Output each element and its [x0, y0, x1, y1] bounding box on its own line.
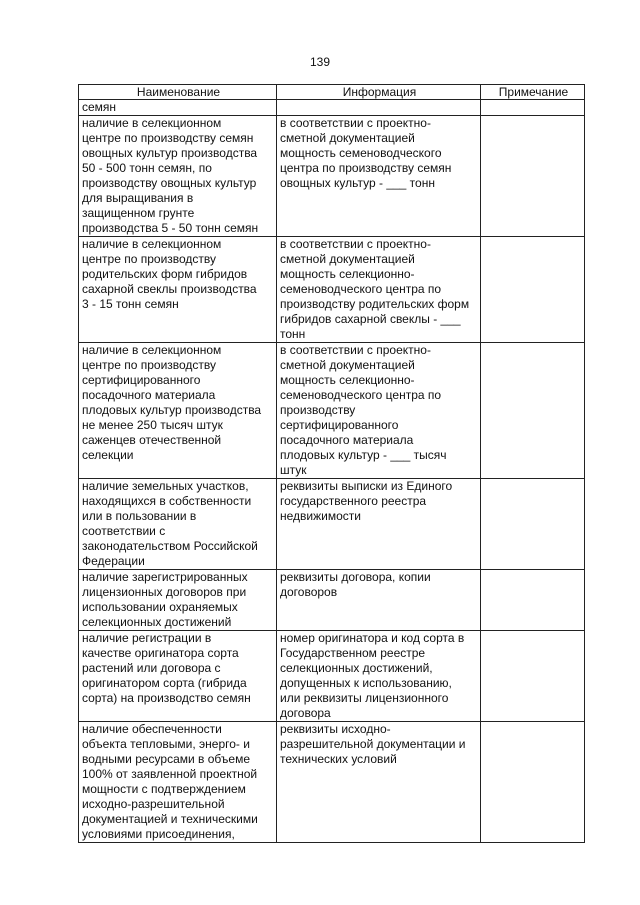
table-row: [79, 237, 585, 343]
name-cell: наличие зарегистрированных лицензионных договоров при использовании охраняемых селекционных достижений: [79, 570, 277, 631]
table-row: [79, 722, 585, 843]
information-cell: в соответствии с проектно- сметной документацией мощность семеноводческого центра по производству семян овощных культур - ___ тонн: [277, 116, 481, 237]
note-cell: [481, 100, 585, 116]
name-cell: наличие в селекционном центре по производству родительских форм гибридов сахарной свеклы производства 3 - 15 тонн семян: [79, 237, 277, 343]
name-cell: наличие обеспеченности объекта тепловыми, энерго- и водными ресурсами в объеме 100% от заявленной проектной мощности с подтверждением исходно-разрешительной документацией и техническими условиями присоединения,: [79, 722, 277, 843]
note-cell: [481, 116, 585, 237]
table-row: [79, 479, 585, 570]
requirements-table: [78, 84, 585, 843]
page-number: 139: [309, 55, 331, 69]
table-row: [79, 631, 585, 722]
information-cell: в соответствии с проектно- сметной документацией мощность селекционно- семеноводческого центра по производству сертифицированного посадочного материала плодовых культур - ___ тысяч штук: [277, 343, 481, 479]
name-cell: наличие земельных участков, находящихся в собственности или в пользовании в соответствии с законодательством Российской Федерации: [79, 479, 277, 570]
table-row: [79, 116, 585, 237]
information-cell: реквизиты договора, копии договоров: [277, 570, 481, 631]
note-cell: [481, 722, 585, 843]
table-row: [79, 343, 585, 479]
table-row: [79, 570, 585, 631]
note-cell: [481, 570, 585, 631]
column-header-name: Наименование: [79, 85, 277, 100]
note-cell: [481, 343, 585, 479]
information-cell: реквизиты исходно- разрешительной документации и технических условий: [277, 722, 481, 843]
note-cell: [481, 631, 585, 722]
information-cell: реквизиты выписки из Единого государственного реестра недвижимости: [277, 479, 481, 570]
table-row: [79, 100, 585, 116]
information-cell: [277, 100, 481, 116]
table-header-row: [79, 85, 585, 100]
name-cell: наличие в селекционном центре по производству семян овощных культур производства 50 - 500 тонн семян, по производству овощных культур для выращивания в защищенном грунте производства 5 - 50 тонн семян: [79, 116, 277, 237]
name-cell: семян: [79, 100, 277, 116]
information-cell: номер оригинатора и код сорта в Государственном реестре селекционных достижений, допущенных к использованию, или реквизиты лицензионного договора: [277, 631, 481, 722]
name-cell: наличие в селекционном центре по производству сертифицированного посадочного материала плодовых культур производства не менее 250 тысяч штук саженцев отечественной селекции: [79, 343, 277, 479]
column-header-note: Примечание: [481, 85, 585, 100]
information-cell: в соответствии с проектно- сметной документацией мощность селекционно- семеноводческого центра по производству родительских форм гибридов сахарной свеклы - ___ тонн: [277, 237, 481, 343]
note-cell: [481, 237, 585, 343]
name-cell: наличие регистрации в качестве оригинатора сорта растений или договора с оригинатором сорта (гибрида сорта) на производство семян: [79, 631, 277, 722]
note-cell: [481, 479, 585, 570]
column-header-information: Информация: [277, 85, 481, 100]
